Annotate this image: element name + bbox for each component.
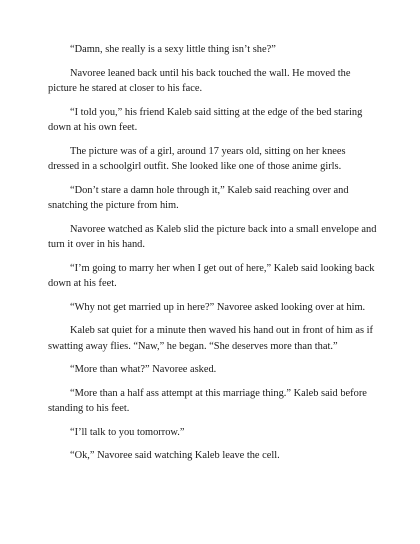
- document-body: [48, 42, 378, 472]
- paragraph-5: “Don’t stare a damn hole through it,” Kaleb said reaching over and snatching the picture from him.: [48, 184, 349, 211]
- paragraph-13: “Ok,” Navoree said watching Kaleb leave the cell.: [70, 450, 280, 461]
- paragraph-12: “I’ll talk to you tomorrow.”: [70, 426, 185, 438]
- paragraph-7: “I’m going to marry her when I get out of here,” Kaleb said looking back down at his feet.: [48, 262, 375, 289]
- paragraph-4: The picture was of a girl, around 17 years old, sitting on her knees dressed in a schoolgirl outfit. She looked like one of those anime girls.: [48, 145, 346, 172]
- paragraph-3: “I told you,” his friend Kaleb said sitting at the edge of the bed staring down at his own feet.: [48, 106, 363, 133]
- paragraph-9: Kaleb sat quiet for a minute then waved his hand out in front of him as if swatting away flies. “Naw,” he began. “She deserves more than that.”: [48, 325, 373, 352]
- paragraph-2: Navoree leaned back until his back touched the wall. He moved the picture he stared at closer to his face.: [48, 67, 351, 94]
- paragraph-10: “More than what?” Navoree asked.: [70, 364, 217, 375]
- paragraph-8: “Why not get married up in here?” Navoree asked looking over at him.: [70, 301, 366, 313]
- paragraph-1: “Damn, she really is a sexy little thing isn’t she?”: [70, 44, 276, 55]
- paragraph-6: Navoree watched as Kaleb slid the picture back into a small envelope and turn it over in his hand.: [48, 223, 377, 250]
- paragraph-11: “More than a half ass attempt at this marriage thing.” Kaleb said before standing to his feet.: [48, 387, 367, 414]
